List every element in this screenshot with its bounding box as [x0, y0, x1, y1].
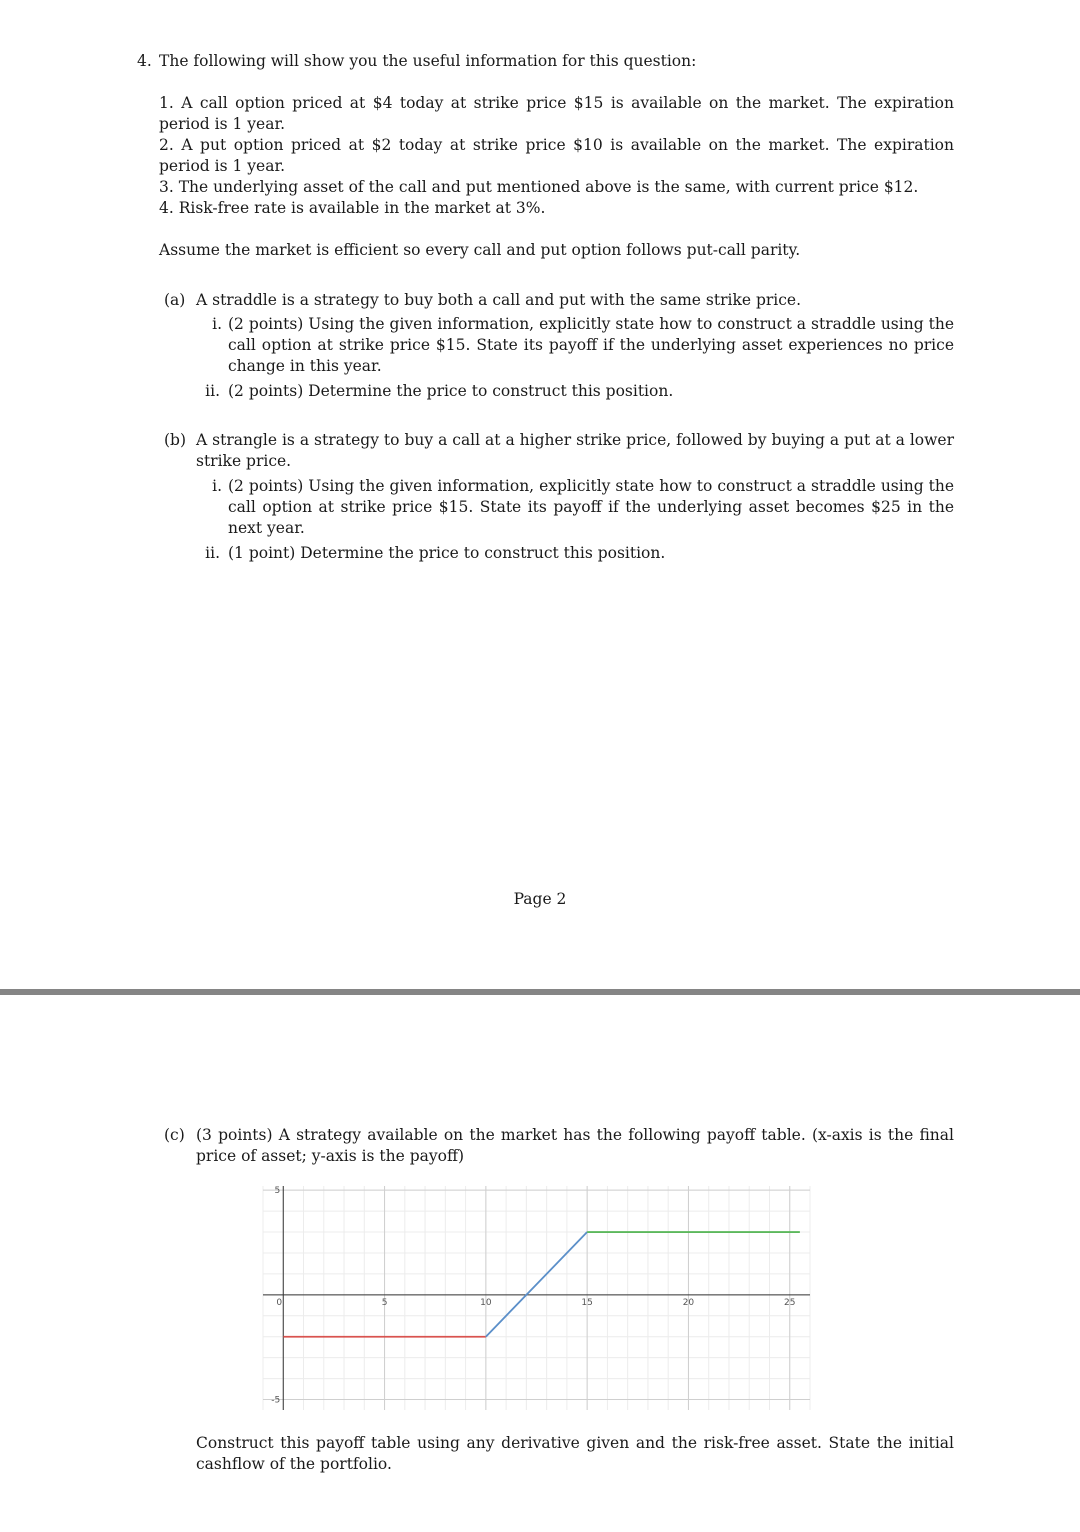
part-c-text: (3 points) A strategy available on the market has the following payoff table. (x-axis is the final price of asset; y-axis is the payoff): [196, 1126, 954, 1165]
condition-1: 1. A call option priced at $4 today at strike price $15 is available on the market. The expiration period is 1 year.: [159, 94, 954, 133]
payoff-chart: [255, 1180, 815, 1415]
part-c-label: (c): [164, 1126, 185, 1144]
part-a-text: A straddle is a strategy to buy both a call and put with the same strike price.: [196, 291, 802, 309]
x-tick-label: 15: [581, 1297, 593, 1308]
part-a-i-text: (2 points) Using the given information, explicitly state how to construct a straddle using the call option at strike price $15. State its payoff if the underlying asset experiences no price change in this year.: [228, 315, 954, 375]
x-tick-label: 20: [682, 1297, 695, 1308]
question-intro: The following will show you the useful information for this question:: [159, 52, 697, 70]
part-a-ii-text: (2 points) Determine the price to construct this position.: [228, 382, 674, 400]
page-number: Page 2: [513, 890, 567, 908]
page-divider: [0, 989, 1080, 995]
part-a-i-label: i.: [212, 315, 222, 333]
question-number: 4.: [137, 52, 152, 70]
part-b-i-label: i.: [212, 477, 222, 495]
part-c-followup: Construct this payoff table using any derivative given and the risk-free asset. State the initial cashflow of the portfolio.: [196, 1434, 954, 1473]
part-b-text: A strangle is a strategy to buy a call at a higher strike price, followed by buying a put at a lower strike price.: [196, 431, 954, 470]
y-tick-label: 5: [274, 1186, 281, 1197]
condition-3: 3. The underlying asset of the call and put mentioned above is the same, with current price $12.: [159, 178, 919, 196]
x-tick-label: 5: [381, 1297, 388, 1308]
part-b-label: (b): [164, 431, 187, 449]
condition-2: 2. A put option priced at $2 today at strike price $10 is available on the market. The expiration period is 1 year.: [159, 136, 954, 175]
assumption-text: Assume the market is efficient so every call and put option follows put-call parity.: [159, 241, 801, 259]
part-b-ii-text: (1 point) Determine the price to construct this position.: [228, 544, 666, 562]
part-b-ii-label: ii.: [205, 544, 220, 562]
y-tick-label: -5: [271, 1395, 281, 1406]
x-tick-label: 0: [276, 1297, 283, 1308]
condition-4: 4. Risk-free rate is available in the market at 3%.: [159, 199, 546, 217]
part-a-label: (a): [164, 291, 186, 309]
x-tick-label: 10: [480, 1297, 492, 1308]
part-a-ii-label: ii.: [205, 382, 220, 400]
x-tick-label: 25: [784, 1297, 796, 1308]
part-b-i-text: (2 points) Using the given information, explicitly state how to construct a straddle using the call option at strike price $15. State its payoff if the underlying asset becomes $25 in the next year.: [228, 477, 954, 537]
series-line: [486, 1232, 587, 1337]
